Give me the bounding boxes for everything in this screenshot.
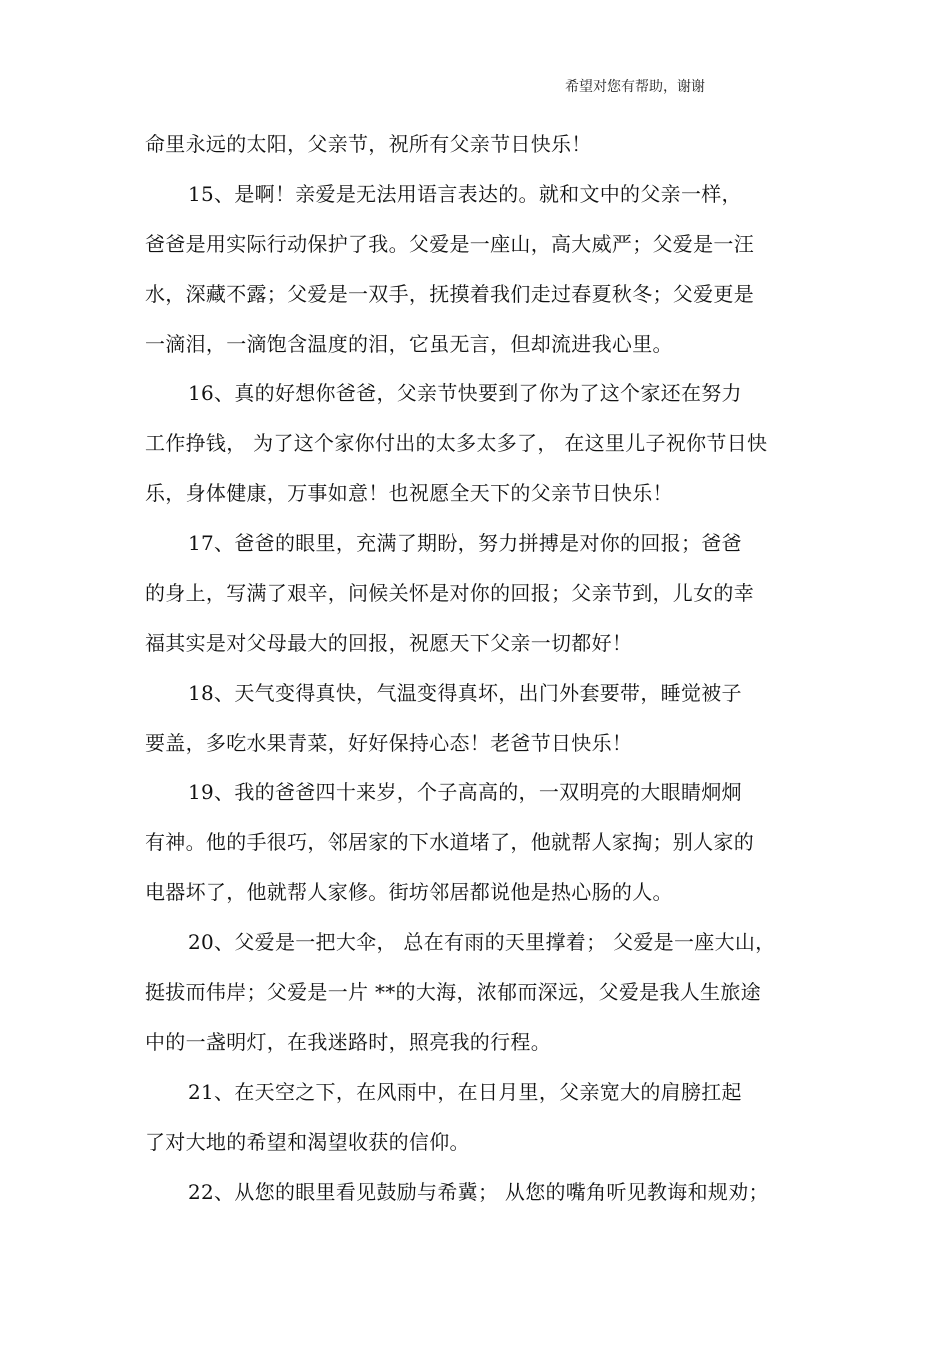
paragraph-16-start: 16、真的好想你爸爸，父亲节快要到了你为了这个家还在努力 <box>188 381 742 405</box>
text-line: 挺拔而伟岸；父爱是一片 **的大海，浓郁而深远，父爱是我人生旅途 <box>145 980 761 1004</box>
paragraph-17-start: 17、爸爸的眼里，充满了期盼，努力拼搏是对你的回报；爸爸 <box>188 531 742 555</box>
paragraph-21-start: 21、在天空之下，在风雨中，在日月里，父亲宽大的肩膀扛起 <box>188 1080 742 1104</box>
text-line: 命里永远的太阳，父亲节，祝所有父亲节日快乐！ <box>145 132 592 156</box>
text-line: 了对大地的希望和渴望收获的信仰。 <box>145 1130 470 1154</box>
text-line: 的身上，写满了艰辛，问候关怀是对你的回报；父亲节到，儿女的幸 <box>145 581 754 605</box>
text-line: 爸爸是用实际行动保护了我。父爱是一座山，高大威严；父爱是一汪 <box>145 232 754 256</box>
text-line: 电器坏了，他就帮人家修。街坊邻居都说他是热心肠的人。 <box>145 880 673 904</box>
text-line: 水，深藏不露；父爱是一双手，抚摸着我们走过春夏秋冬；父爱更是 <box>145 282 754 306</box>
text-line: 有神。他的手很巧，邻居家的下水道堵了，他就帮人家掏；别人家的 <box>145 830 754 854</box>
page-header-note: 希望对您有帮助，谢谢 <box>565 79 705 95</box>
text-line: 一滴泪，一滴饱含温度的泪，它虽无言，但却流进我心里。 <box>145 332 673 356</box>
paragraph-18-start: 18、天气变得真快，气温变得真坏，出门外套要带，睡觉被子 <box>188 681 742 705</box>
paragraph-20-start: 20、父爱是一把大伞， 总在有雨的天里撑着； 父爱是一座大山， <box>188 930 776 954</box>
paragraph-19-start: 19、我的爸爸四十来岁，个子高高的，一双明亮的大眼睛炯炯 <box>188 780 742 804</box>
text-line: 乐，身体健康，万事如意！也祝愿全天下的父亲节日快乐！ <box>145 481 673 505</box>
text-line: 中的一盏明灯，在我迷路时，照亮我的行程。 <box>145 1030 551 1054</box>
text-line: 福其实是对父母最大的回报，祝愿天下父亲一切都好！ <box>145 631 633 655</box>
paragraph-22-start: 22、从您的眼里看见鼓励与希冀； 从您的嘴角听见教诲和规劝； <box>188 1180 769 1204</box>
text-line: 工作挣钱， 为了这个家你付出的太多太多了， 在这里儿子祝你节日快 <box>145 431 768 455</box>
paragraph-15-start: 15、是啊！亲爱是无法用语言表达的。就和文中的父亲一样， <box>188 182 742 206</box>
text-line: 要盖，多吃水果青菜，好好保持心态！老爸节日快乐！ <box>145 731 633 755</box>
